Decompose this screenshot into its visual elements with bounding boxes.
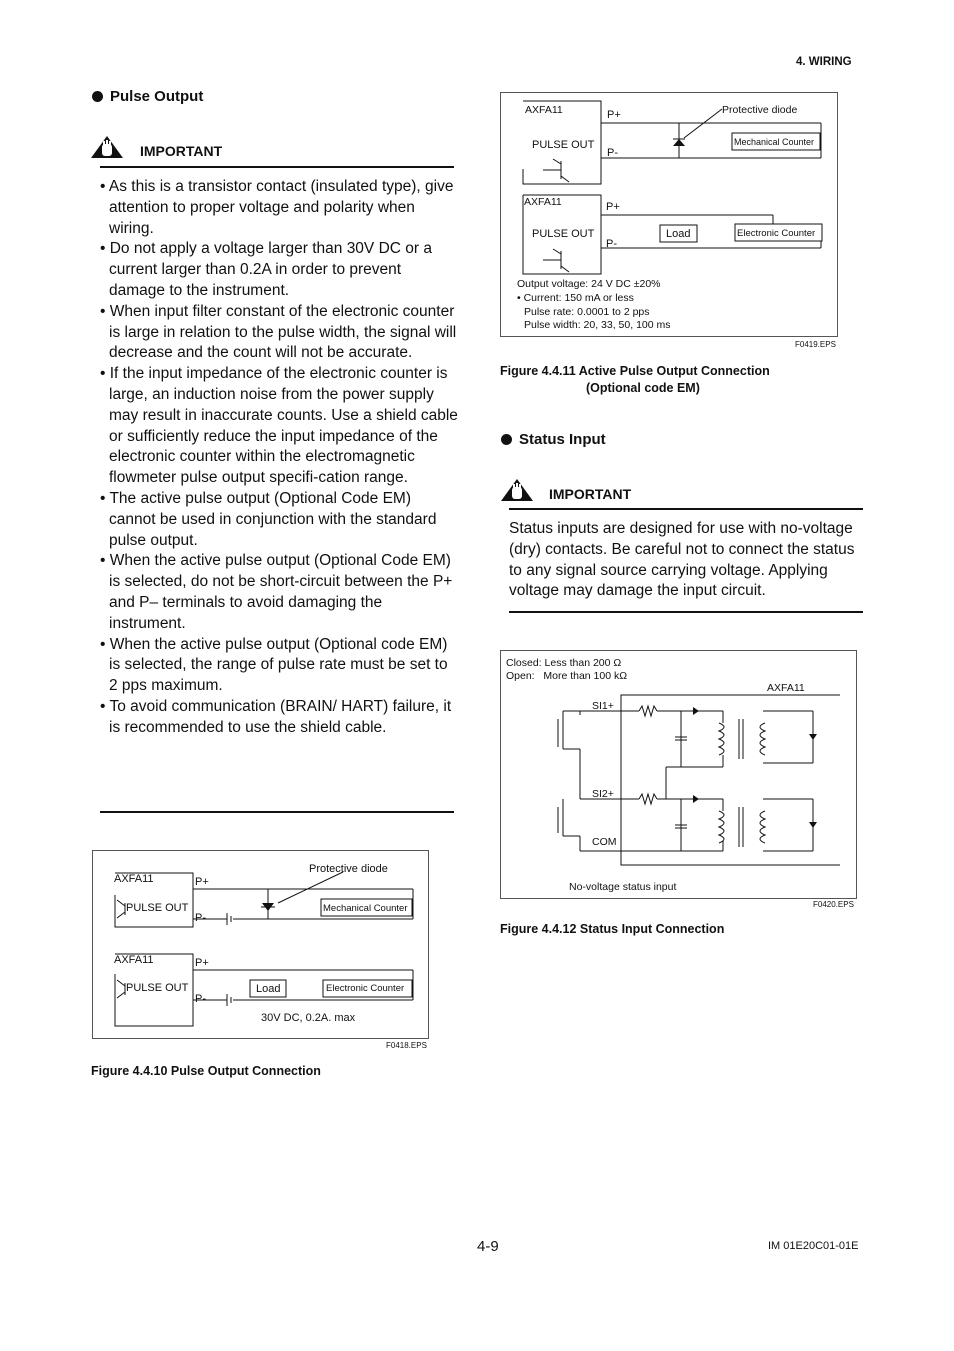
mechanical-counter-label: Mechanical Counter	[323, 903, 408, 914]
eps-filename: F0419.EPS	[795, 340, 836, 349]
warning-hand-icon	[500, 478, 534, 502]
important-item: • When the active pulse output (Optional code EM) is selected, the range of pulse rate must be set to 2 pps maximum.	[100, 635, 448, 695]
important-item: • When the active pulse output (Optional Code EM) is selected, do not be short-circuit between the P+ and P– terminals to avoid damaging the instrument.	[100, 552, 453, 632]
figure-caption-line2: (Optional code EM)	[586, 381, 700, 395]
figure-caption: Figure 4.4.10 Pulse Output Connection	[91, 1064, 321, 1078]
load-label: Load	[256, 983, 281, 995]
supply-spec-label: 30V DC, 0.2A. max	[261, 1012, 356, 1024]
document-id: IM 01E20C01-01E	[768, 1240, 859, 1252]
axfa11-label: AXFA11	[524, 196, 562, 208]
protective-diode-label: Protective diode	[722, 104, 798, 116]
pulse-out-label: PULSE OUT	[532, 139, 595, 151]
p-plus-terminal-label: P+	[606, 201, 620, 213]
status-input-text: Status inputs are designed for use with no-voltage (dry) contacts. Be careful not to connect the status to any signal source carrying voltage. Applying voltage may damage the input circuit.	[509, 520, 855, 600]
com-terminal-label: COM	[592, 836, 617, 848]
figure-4-4-10-diagram	[92, 850, 429, 1039]
important-label: IMPORTANT	[549, 486, 632, 502]
important-top-rule	[100, 166, 454, 168]
important-bottom-rule	[100, 811, 454, 813]
p-minus-terminal-label: P-	[607, 147, 618, 159]
p-minus-terminal-label: P-	[195, 912, 206, 924]
pulse-output-heading	[92, 88, 203, 105]
current-spec: • Current: 150 mA or less	[517, 292, 634, 304]
p-plus-terminal-label: P+	[607, 109, 621, 121]
axfa11-label: AXFA11	[525, 104, 563, 116]
important-item: • When input filter constant of the electronic counter is large in relation to the pulse width, the signal will decrease and the count will not be accurate.	[100, 302, 457, 362]
chapter-header: 4. WIRING	[796, 56, 852, 68]
important-item: • To avoid communication (BRAIN/ HART) failure, it is recommended to use the shield cable.	[100, 697, 452, 736]
eps-filename: F0420.EPS	[813, 900, 854, 909]
electronic-counter-label: Electronic Counter	[326, 983, 405, 994]
pulse-rate-spec: Pulse rate: 0.0001 to 2 pps	[524, 306, 650, 318]
electronic-counter-label: Electronic Counter	[737, 228, 816, 239]
page-number: 4-9	[477, 1238, 499, 1255]
p-plus-terminal-label: P+	[195, 876, 209, 888]
axfa11-label: AXFA11	[114, 873, 154, 885]
important-list	[100, 177, 458, 739]
p-minus-terminal-label: P-	[195, 993, 206, 1005]
closed-spec: Closed: Less than 200 Ω	[506, 657, 622, 669]
pulse-out-label: PULSE OUT	[532, 228, 595, 240]
no-voltage-label: No-voltage status input	[569, 881, 677, 893]
important-item: • If the input impedance of the electronic counter is large, an induction noise from the power supply may result in inaccurate counts. Use a shield cable or sufficiently reduce the input impedance of the electronic counter within the electromagnetic flowmeter pulse output specifi-cation range.	[100, 365, 458, 487]
important-top-rule	[509, 508, 863, 510]
important-item: • As this is a transistor contact (insulated type), give attention to proper voltage and polarity when wiring.	[100, 178, 454, 237]
axfa11-label: AXFA11	[767, 682, 805, 694]
warning-hand-icon	[90, 135, 124, 159]
pulse-out-label: PULSE OUT	[126, 982, 189, 994]
figure-caption: Figure 4.4.11 Active Pulse Output Connection	[500, 364, 770, 378]
important-item: • Do not apply a voltage larger than 30V DC or a current larger than 0.2A in order to prevent damage to the instrument.	[100, 240, 432, 299]
pulse-width-spec: Pulse width: 20, 33, 50, 100 ms	[524, 319, 671, 331]
bullet-icon	[501, 434, 512, 445]
pulse-output-heading-text: Pulse Output	[110, 88, 204, 105]
load-label: Load	[666, 228, 691, 240]
eps-filename: F0418.EPS	[386, 1041, 427, 1050]
si1-terminal-label: SI1+	[592, 700, 614, 712]
protective-diode-label: Protective diode	[309, 863, 388, 875]
figure-caption: Figure 4.4.12 Status Input Connection	[500, 922, 725, 936]
figure-4-4-11-diagram	[500, 92, 838, 337]
mechanical-counter-label: Mechanical Counter	[734, 137, 815, 147]
pulse-out-label: PULSE OUT	[126, 902, 189, 914]
output-voltage-spec: Output voltage: 24 V DC ±20%	[517, 278, 661, 290]
important-label: IMPORTANT	[140, 143, 223, 159]
bullet-icon	[92, 91, 103, 102]
p-minus-terminal-label: P-	[606, 238, 617, 250]
important-bottom-rule	[509, 611, 863, 613]
axfa11-label: AXFA11	[114, 954, 154, 966]
important-item: • The active pulse output (Optional Code EM) cannot be used in conjunction with the standard pulse output.	[100, 489, 437, 549]
si2-terminal-label: SI2+	[592, 788, 614, 800]
p-plus-terminal-label: P+	[195, 957, 209, 969]
status-input-heading	[501, 431, 606, 448]
open-spec: Open: More than 100 kΩ	[506, 670, 628, 682]
status-input-heading-text: Status Input	[519, 431, 606, 448]
figure-4-4-12-diagram	[500, 650, 857, 899]
